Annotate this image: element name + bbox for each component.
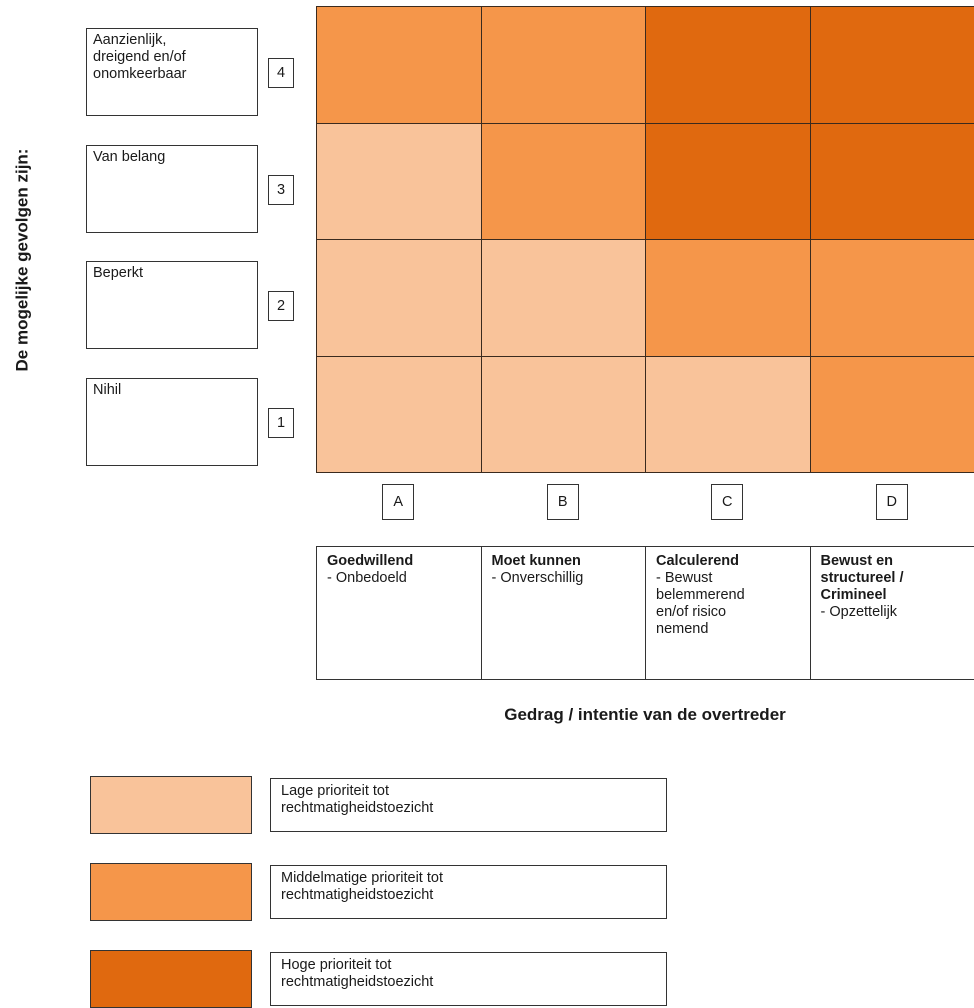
- matrix-cell-high: [645, 6, 811, 124]
- severity-label: Nihil: [86, 378, 258, 466]
- behavior-description-box: [645, 546, 811, 680]
- severity-number: 1: [268, 408, 294, 438]
- matrix-cell-low: [481, 356, 647, 474]
- matrix-cell-medium: [810, 356, 974, 474]
- legend-swatch-medium: [90, 863, 252, 921]
- behavior-description-box: [810, 546, 974, 680]
- behavior-description: - Onverschillig: [492, 570, 636, 587]
- legend-swatch-low: [90, 776, 252, 834]
- matrix-cell-high: [645, 123, 811, 241]
- behavior-description: - Opzettelijk: [821, 604, 965, 621]
- matrix-cell-low: [316, 356, 482, 474]
- behavior-description-box: [316, 546, 482, 680]
- severity-label: Beperkt: [86, 261, 258, 349]
- behavior-title: Calculerend: [656, 553, 800, 570]
- behavior-description: - Onbedoeld: [327, 570, 471, 587]
- priority-matrix: [316, 6, 974, 472]
- matrix-cell-medium: [810, 239, 974, 357]
- y-axis-label: [4, 90, 40, 430]
- matrix-cell-low: [316, 123, 482, 241]
- legend-text: Hoge prioriteit tot rechtmatigheidstoezicht: [270, 952, 667, 1006]
- legend-text: Middelmatige prioriteit tot rechtmatigheidstoezicht: [270, 865, 667, 919]
- matrix-cell-medium: [481, 123, 647, 241]
- matrix-cell-medium: [645, 239, 811, 357]
- matrix-cell-low: [316, 239, 482, 357]
- severity-label: Van belang: [86, 145, 258, 233]
- severity-number: 2: [268, 291, 294, 321]
- matrix-cell-low: [481, 239, 647, 357]
- behavior-letter: B: [547, 484, 579, 520]
- matrix-cell-high: [810, 6, 974, 124]
- behavior-title: Moet kunnen: [492, 553, 636, 570]
- severity-number: 3: [268, 175, 294, 205]
- legend-text: Lage prioriteit tot rechtmatigheidstoezicht: [270, 778, 667, 832]
- behavior-description-box: [481, 546, 647, 680]
- behavior-title: Bewust en structureel / Crimineel: [821, 553, 965, 604]
- matrix-cell-medium: [481, 6, 647, 124]
- behavior-title: Goedwillend: [327, 553, 471, 570]
- matrix-cell-medium: [316, 6, 482, 124]
- behavior-letter: A: [382, 484, 414, 520]
- behavior-letter: D: [876, 484, 908, 520]
- x-axis-label: Gedrag / intentie van de overtreder: [316, 705, 974, 725]
- behavior-letter: C: [711, 484, 743, 520]
- y-axis-label-text: De mogelijke gevolgen zijn:: [12, 149, 32, 372]
- severity-label: Aanzienlijk, dreigend en/of onomkeerbaar: [86, 28, 258, 116]
- matrix-cell-low: [645, 356, 811, 474]
- matrix-cell-high: [810, 123, 974, 241]
- severity-number: 4: [268, 58, 294, 88]
- legend-swatch-high: [90, 950, 252, 1008]
- behavior-description: - Bewust belemmerend en/of risico nemend: [656, 570, 800, 638]
